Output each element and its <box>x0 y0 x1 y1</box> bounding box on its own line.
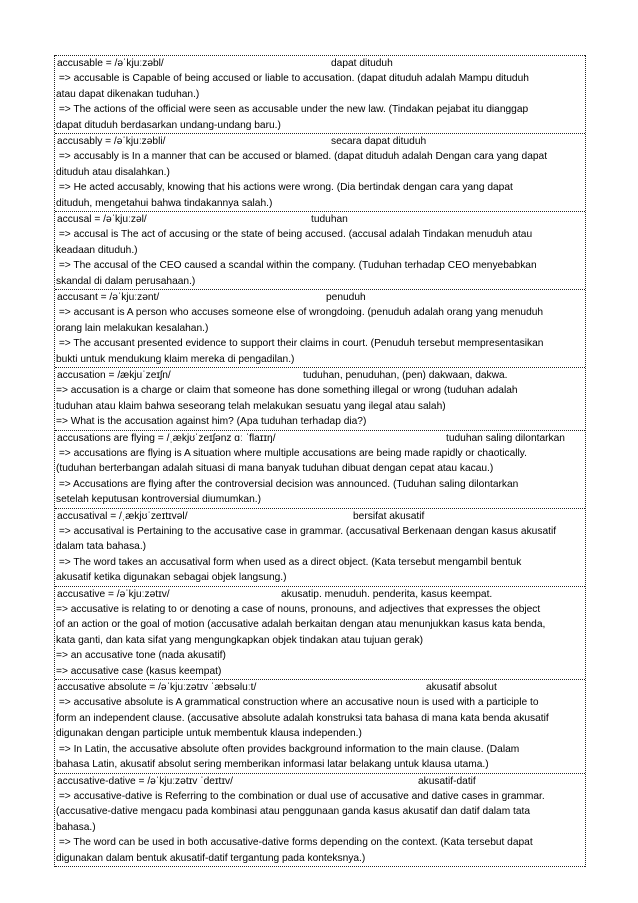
entry-definition-line: => accusation is a charge or claim that someone has done something illegal or wrong (tuduhan adalah <box>56 385 518 396</box>
entry-headword: accusal = /əˈkjuːzəl/ <box>57 214 147 225</box>
entry-definition-line: dituduh atau disalahkan.) <box>56 166 170 178</box>
entry-headword: accusable = /əˈkjuːzəbl/ <box>57 58 164 69</box>
entry-meaning: bersifat akusatif <box>353 510 425 522</box>
dictionary-entry <box>55 773 585 868</box>
entry-definition-line: tuduhan atau klaim bahwa seseorang telah melakukan sesuatu yang ilegal atau salah) <box>56 400 446 412</box>
entry-headword: accusant = /əˈkjuːzənt/ <box>57 292 160 303</box>
entry-definition-line: keadaan dituduh.) <box>56 244 138 256</box>
entry-header <box>56 56 584 71</box>
entry-definition-line: bahasa Latin, akusatif absolut sering memberikan informasi latar belakang untuk klausa utama.) <box>56 759 489 770</box>
entry-definition-line: digunakan dengan participle untuk membentuk klausa independen.) <box>56 728 362 739</box>
dictionary-entry <box>55 508 585 586</box>
entry-headword: accusably = /əˈkjuːzəbli/ <box>57 136 166 147</box>
entry-meaning: akusatip. menuduh. penderita, kasus keempat. <box>281 588 493 600</box>
dictionary-entry <box>55 679 585 773</box>
entry-definition-line: form an independent clause. (accusative absolute adalah konstruksi tata bahasa di mana kata benda akusatif <box>56 712 549 724</box>
entry-headword: accusations are flying = /ˌækjʊˈzeɪʃənz ɑː ˈflaɪɪŋ/ <box>57 432 276 444</box>
entry-header <box>56 134 584 149</box>
entry-definition-line: dapat dituduh berdasarkan undang-undang baru.) <box>56 119 281 131</box>
entry-definition-line: dituduh, mengetahui bahwa tindakannya salah.) <box>56 197 273 209</box>
entry-definition-line: of an action or the goal of motion (accusative adalah berkaitan dengan atau menunjukkan kasus kata benda, <box>56 619 546 630</box>
entry-headword: accusation = /ækjuˈzeɪʃn/ <box>57 370 171 381</box>
entry-definition-line: kata ganti, dan kata sifat yang mengungkapkan objek tindakan atau tujuan gerak) <box>56 634 424 646</box>
entry-definition-line: => accusant is A person who accuses someone else of wrongdoing. (penuduh adalah orang yang menuduh <box>56 307 544 318</box>
entry-definition-line: => accusably is In a manner that can be accused or blamed. (dapat dituduh adalah Dengan cara yang dapat <box>56 151 548 162</box>
dictionary-entry <box>55 211 585 289</box>
entry-definition-line: => accusable is Capable of being accused or liable to accusation. (dapat dituduh adalah Mampu dituduh <box>56 73 529 84</box>
entry-meaning: tuduhan <box>311 214 348 225</box>
entry-definition-line: akusatif ketika digunakan sebagai objek langsung.) <box>56 572 287 583</box>
entry-header <box>56 509 584 524</box>
entry-headword: accusative-dative = /əˈkjuːzətɪv ˈdeɪtɪv/ <box>57 775 233 787</box>
entry-definition-line: (tuduhan berterbangan adalah situasi di mana banyak tuduhan dibuat dengan cepat atau kacau.) <box>56 463 494 474</box>
dictionary-sheet <box>54 55 586 867</box>
entry-definition-line: => Accusations are flying after the controversial decision was announced. (Tuduhan saling dilontarkan <box>56 478 519 490</box>
entry-definition-line: => He acted accusably, knowing that his actions were wrong. (Dia bertindak dengan cara yang dapat <box>56 182 513 193</box>
entry-header <box>56 368 584 383</box>
entry-definition-line: => accusative is relating to or denoting a case of nouns, pronouns, and adjectives that expresses the object <box>56 603 541 615</box>
entry-header <box>56 774 584 789</box>
entry-meaning: tuduhan, penuduhan, (pen) dakwaan, dakwa. <box>303 370 508 381</box>
entry-definition-line: => accusative absolute is A grammatical construction where an accusative noun is used with a participle to <box>56 697 539 708</box>
entry-definition-line: => The accusal of the CEO caused a scandal within the company. (Tuduhan terhadap CEO menyebabkan <box>56 260 537 271</box>
entry-meaning: secara dapat dituduh <box>331 136 427 147</box>
entry-header <box>56 431 584 446</box>
dictionary-entry <box>55 586 585 680</box>
entry-headword: accusative absolute = /əˈkjuːzətɪv ˈæbsəluːt/ <box>57 682 257 693</box>
entry-header <box>56 587 584 602</box>
entry-definition-line: => accusal is The act of accusing or the state of being accused. (accusal adalah Tindakan menuduh atau <box>56 229 533 240</box>
entry-definition-line: dalam tata bahasa.) <box>56 541 147 552</box>
entry-definition-line: setelah keputusan kontroversial diumumkan.) <box>56 494 261 505</box>
entry-header <box>56 212 584 227</box>
dictionary-entry <box>55 133 585 211</box>
entry-definition-line: bahasa.) <box>56 821 96 833</box>
entry-definition-line: => accusatival is Pertaining to the accusative case in grammar. (accusatival Berkenaan dengan kasus akusatif <box>56 525 557 537</box>
entry-meaning: akusatif absolut <box>426 682 497 693</box>
entry-meaning: akusatif-datif <box>418 775 476 787</box>
entry-definition-line: => The word takes an accusatival form when used as a direct object. (Kata tersebut mengambil bentuk <box>56 556 522 568</box>
entry-meaning: dapat dituduh <box>331 58 393 69</box>
entry-definition-line: (accusative-dative mengacu pada kombinasi atau penggunaan ganda kasus akusatif dan datif dalam tata <box>56 806 531 817</box>
entry-definition-line: => What is the accusation against him? (Apa tuduhan terhadap dia?) <box>56 416 367 427</box>
entry-definition-line: => an accusative tone (nada akusatif) <box>56 650 226 661</box>
entry-headword: accusatival = /ˌækjʊˈzeɪtɪvəl/ <box>57 510 188 522</box>
dictionary-entry <box>55 289 585 367</box>
dictionary-entry <box>55 430 585 508</box>
entry-meaning: tuduhan saling dilontarkan <box>446 432 565 444</box>
entry-meaning: penuduh <box>326 292 366 303</box>
entry-definition-line: atau dapat dikenakan tuduhan.) <box>56 88 200 100</box>
entry-definition-line: => In Latin, the accusative absolute often provides background information to the main clause. (Dalam <box>56 743 520 755</box>
dictionary-entry <box>55 367 585 430</box>
entry-definition-line: => The actions of the official were seen as accusable under the new law. (Tindakan pejabat itu dianggap <box>56 104 529 115</box>
entry-definition-line: skandal di dalam perusahaan.) <box>56 275 196 287</box>
entry-definition-line: => accusative case (kasus keempat) <box>56 665 222 677</box>
entry-header <box>56 680 584 695</box>
entry-definition-line: => The accusant presented evidence to support their claims in court. (Penuduh tersebut mempresentasikan <box>56 338 544 349</box>
entry-definition-line: digunakan dalam bentuk akusatif-datif tergantung pada konteksnya.) <box>56 852 366 864</box>
entry-definition-line: => accusative-dative is Referring to the combination or dual use of accusative and dative cases in grammar. <box>56 790 545 802</box>
entry-header <box>56 290 584 305</box>
dictionary-entry <box>55 55 585 133</box>
entry-definition-line: => accusations are flying is A situation where multiple accusations are being made rapidly or chaotically. <box>56 447 527 459</box>
entry-definition-line: bukti untuk mendukung klaim mereka di pengadilan.) <box>56 353 295 365</box>
entry-headword: accusative = /əˈkjuːzətɪv/ <box>57 588 170 600</box>
entry-definition-line: => The word can be used in both accusative-dative forms depending on the context. (Kata tersebut dapat <box>56 837 533 848</box>
entry-definition-line: orang lain melakukan kesalahan.) <box>56 322 209 334</box>
